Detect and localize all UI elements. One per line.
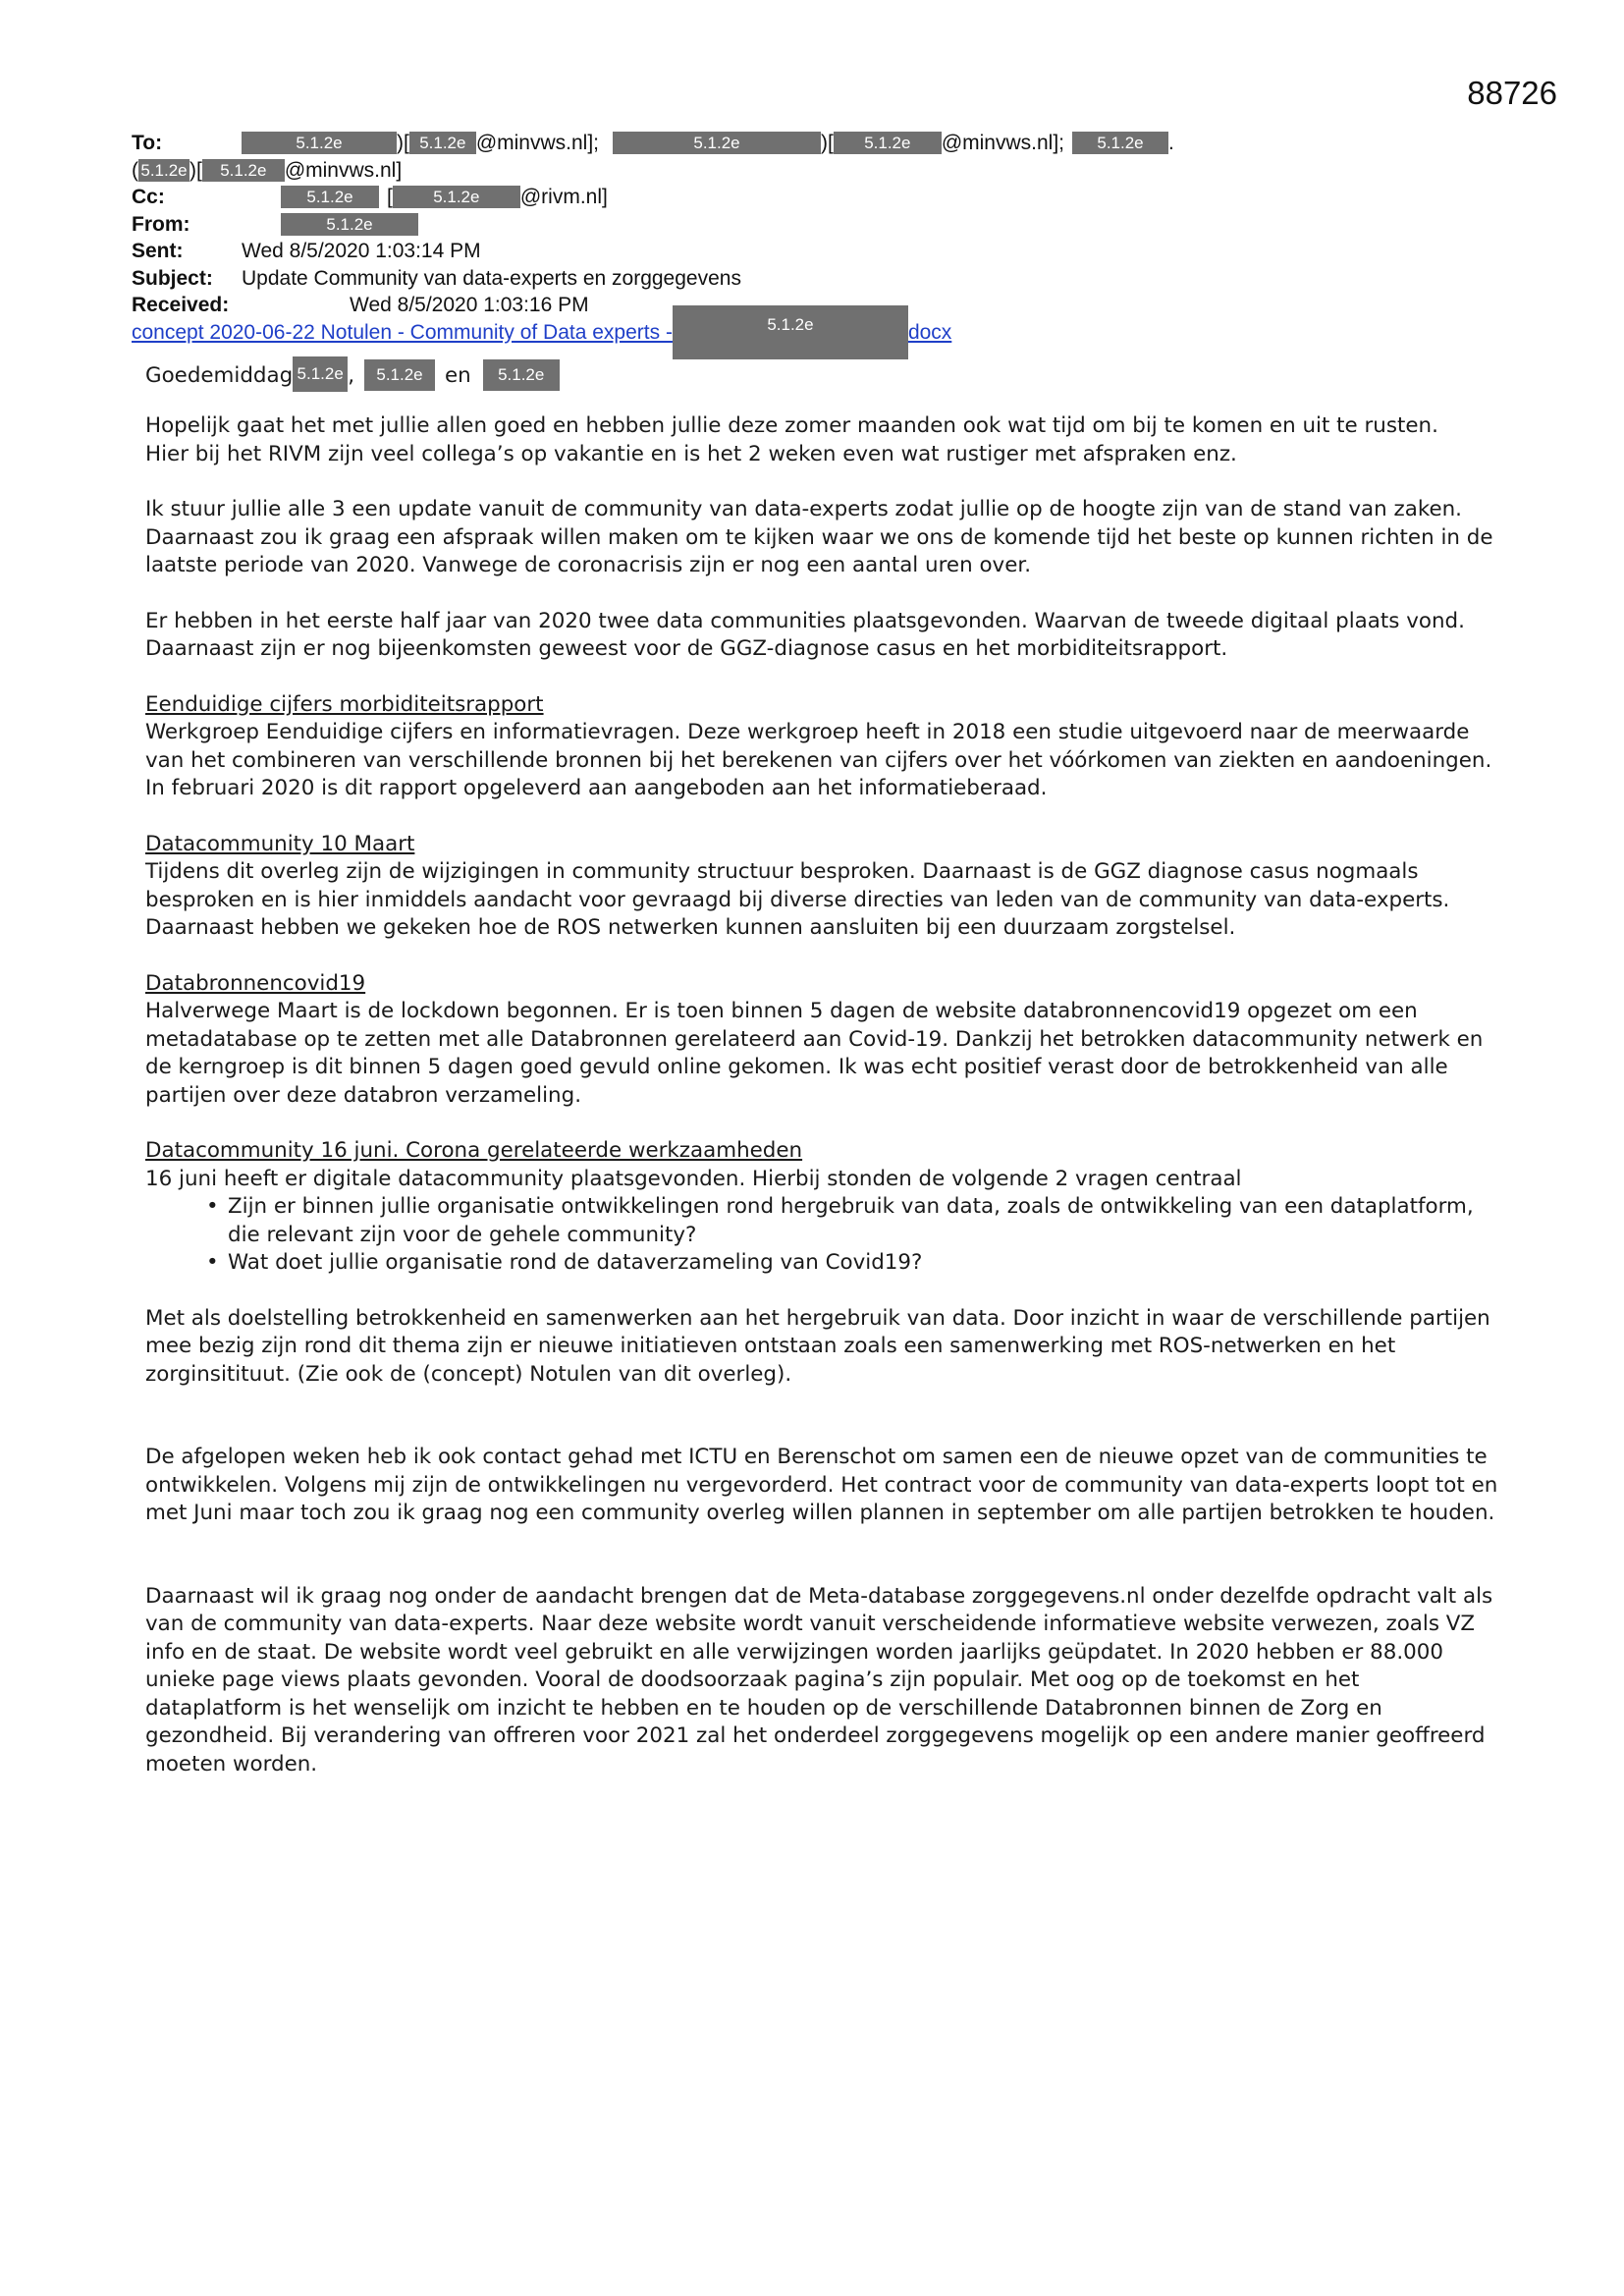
paragraph: Met als doelstelling betrokkenheid en samenwerken aan het hergebruik van data. Door inzicht in waar de verschillende partijen mee bezig zijn rond dit thema zijn er nieuwe initiatieven ontstaan zoals een samenwerking met ROS-netwerken en het zorginsitituut. (Zie ook de (concept) Notulen van dit overleg). xyxy=(145,1305,1490,1387)
separator: ( xyxy=(132,158,138,182)
attachment-extension: docx xyxy=(907,320,952,344)
paragraph: Werkgroep Eenduidige cijfers en informatievragen. Deze werkgroep heeft in 2018 een studie uitgevoerd naar de meerwaarde van het combineren van verschillende bronnen bij het berekenen van cijfers over het vóórkomen van ziekten en aandoeningen. In februari 2020 is dit rapport opgeleverd aan aangeboden aan het informatieberaad. xyxy=(145,720,1492,800)
email-domain: @rivm.nl] xyxy=(519,186,608,208)
cc-row xyxy=(132,184,1506,211)
redaction-box: 5.1.2e xyxy=(138,159,189,182)
paragraph: Hopelijk gaat het met jullie allen goed en hebben jullie deze zomer maanden ook wat tijd om bij te komen en uit te rusten. xyxy=(145,413,1438,438)
redaction-box: 5.1.2e xyxy=(483,359,560,391)
greeting-comma: , xyxy=(348,363,354,388)
redaction-box: 5.1.2e xyxy=(834,132,942,154)
paragraph: Tijdens dit overleg zijn de wijzigingen in community structuur besproken. Daarnaast is de GGZ diagnose casus nogmaals besproken en is hier inmiddels aandacht voor gevraagd bij diverse directies van leden van de community van data-experts. Daarnaast hebben we gekeken hoe de ROS netwerken kunnen aansluiten bij een duurzaam zorgstelsel. xyxy=(145,859,1450,940)
redaction-box: 5.1.2e xyxy=(293,356,348,392)
paragraph: Hier bij het RIVM zijn veel collega’s op vakantie en is het 2 weken even wat rustiger met afspraken enz. xyxy=(145,441,1237,466)
greeting-en: en xyxy=(445,363,471,388)
from-label: From: xyxy=(132,212,190,236)
paragraph: Halverwege Maart is de lockdown begonnen. Er is toen binnen 5 dagen de website databronnencovid19 opgezet om een metadatabase op te zetten met alle Databronnen gerelateerd aan Covid-19. Dankzij het betrokken datacommunity netwerk en de kerngroep is dit binnen 5 dagen goed gevuld online gekomen. Ik was echt positief verast door de betrokkenheid van alle partijen over deze databron verzameling. xyxy=(145,999,1484,1108)
to-label: To: xyxy=(132,132,163,154)
email-body xyxy=(145,359,1500,1778)
sent-row xyxy=(132,238,1506,265)
redaction-box: 5.1.2e xyxy=(202,159,285,182)
from-row xyxy=(132,211,1506,239)
attachment-row xyxy=(132,314,1506,347)
subject-row xyxy=(132,265,1506,293)
paragraph: De afgelopen weken heb ik ook contact gehad met ICTU en Berenschot om samen een de nieuwe opzet van de communities te ontwikkelen. Volgens mij zijn de ontwikkelingen nu vergevorderd. Het contract voor de community van data-experts loopt tot en met Juni maar toch zou ik graag nog een community overleg willen plannen in september om alle partijen betrokken te houden. xyxy=(145,1445,1498,1525)
email-domain: @minvws.nl]; xyxy=(475,132,599,154)
separator: . xyxy=(1168,132,1174,154)
email-header xyxy=(132,130,1506,346)
redaction-box: 5.1.2e xyxy=(1072,132,1168,154)
separator: )[ xyxy=(821,132,834,154)
subject-label: Subject: xyxy=(132,266,213,290)
separator: )[ xyxy=(397,132,409,154)
section-heading: Datacommunity 16 juni. Corona gerelateerde werkzaamheden xyxy=(145,1138,803,1163)
to-row-continued xyxy=(132,157,1506,185)
redaction-box: 5.1.2e xyxy=(281,213,418,236)
section-heading: Datacommunity 10 Maart xyxy=(145,831,415,856)
redaction-box: 5.1.2e xyxy=(242,132,397,154)
sent-value: Wed 8/5/2020 1:03:14 PM xyxy=(242,240,481,262)
subject-value: Update Community van data-experts en zorggegevens xyxy=(242,266,741,290)
greeting-word: Goedemiddag xyxy=(145,363,294,388)
page-number: 88726 xyxy=(1467,75,1557,111)
email-domain: @minvws.nl] xyxy=(284,158,403,182)
section-heading: Eenduidige cijfers morbiditeitsrapport xyxy=(145,691,544,717)
received-value: Wed 8/5/2020 1:03:16 PM xyxy=(350,294,589,316)
redaction-box: 5.1.2e xyxy=(281,186,379,208)
email-domain: @minvws.nl]; xyxy=(941,132,1064,154)
separator: [ xyxy=(387,186,393,208)
list-item: • Zijn er binnen jullie organisatie ontwikkelingen rond hergebruik van data, zoals de ontwikkeling van een dataplatform, die relevant zijn voor de gehele community? xyxy=(206,1193,1500,1249)
greeting xyxy=(145,359,1500,393)
list-item: • Wat doet jullie organisatie rond de dataverzameling van Covid19? xyxy=(206,1249,1500,1278)
received-label: Received: xyxy=(132,294,230,316)
paragraph: Daarnaast wil ik graag nog onder de aandacht brengen dat de Meta-database zorggegevens.nl onder dezelfde opdracht valt als van de community van data-experts. Naar deze website wordt vanuit verscheidende informatieve website verwezen, zoals VZ info en de staat. De website wordt veel gebruikt en alle verwijzingen worden jaarlijks geüpdatet. In 2020 hebben er 88.000 unieke page views plaats gevonden. Vooral de doodsoorzaak pagina’s zijn populair. Met oog op de toekomst en het dataplatform is het wenselijk om inzicht te hebben en te houden op de verschillende Databronnen binnen de Zorg en gezondheid. Bij verandering van offreren voor 2021 zal het onderdeel zorggegevens mogelijk op een andere manier geoffreerd moeten worden. xyxy=(145,1583,1493,1777)
attachment-link[interactable] xyxy=(132,314,952,344)
question-list xyxy=(145,1193,1500,1278)
paragraph: Ik stuur jullie alle 3 een update vanuit de community van data-experts zodat jullie op de hoogte zijn van de stand van zaken. Daarnaast zou ik graag een afspraak willen maken om te kijken waar we ons de komende tijd het beste op kunnen richten in de laatste periode van 2020. Vanwege de coronacrisis zijn er nog een aantal uren over. xyxy=(145,497,1493,577)
separator: )[ xyxy=(189,158,202,182)
redaction-box: 5.1.2e xyxy=(409,132,476,154)
redaction-box: 5.1.2e xyxy=(613,132,821,154)
to-row xyxy=(132,130,1506,157)
section-heading: Databronnencovid19 xyxy=(145,970,366,996)
cc-label: Cc: xyxy=(132,186,165,208)
paragraph: 16 juni heeft er digitale datacommunity plaatsgevonden. Hierbij stonden de volgende 2 vragen centraal xyxy=(145,1166,1242,1191)
redaction-box: 5.1.2e xyxy=(673,305,908,359)
sent-label: Sent: xyxy=(132,240,184,262)
paragraph: Er hebben in het eerste half jaar van 2020 twee data communities plaatsgevonden. Waarvan de tweede digitaal plaats vond. Daarnaast zijn er nog bijeenkomsten geweest voor de GGZ-diagnose casus en het morbiditeitsrapport. xyxy=(145,608,1465,661)
attachment-name: concept 2020-06-22 Notulen - Community of Data experts - xyxy=(132,320,673,344)
redaction-box: 5.1.2e xyxy=(393,186,520,208)
redaction-box: 5.1.2e xyxy=(364,359,435,391)
